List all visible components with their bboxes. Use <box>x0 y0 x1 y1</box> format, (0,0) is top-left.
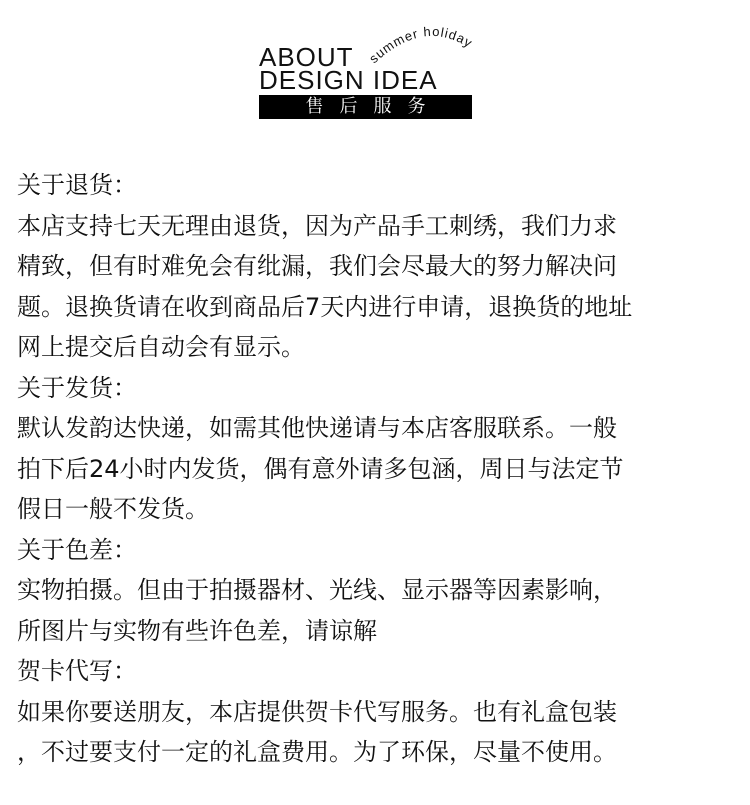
text-line: 拍下后24小时内发货，偶有意外请多包涵，周日与法定节 <box>17 454 624 483</box>
section-heading: 关于发货： <box>17 373 137 402</box>
logo-after-sales-bar: 售后服务 <box>259 95 472 119</box>
section-shipping <box>17 368 733 530</box>
section-heading: 贺卡代写： <box>17 657 137 685</box>
policy-text <box>17 165 733 773</box>
text-line: 假日一般不发货。 <box>17 495 209 523</box>
text-line: 网上提交后自动会有显示。 <box>17 333 305 361</box>
section-heading: 关于退货： <box>17 171 137 199</box>
section-greeting-card <box>17 651 733 773</box>
text-line: 题。退换货请在收到商品后7天内进行申请，退换货的地址 <box>17 292 633 321</box>
section-heading: 关于色差： <box>17 535 137 564</box>
text-line: 所图片与实物有些许色差，请谅解 <box>17 616 377 645</box>
logo-arc-label: summer holiday <box>366 23 476 67</box>
svg-text:summer holiday <box>366 24 476 66</box>
logo-line-about: ABOUT <box>259 42 354 72</box>
logo-line-design-idea: DESIGN IDEA <box>259 65 438 95</box>
text-line: 默认发韵达快递，如需其他快递请与本店客服联系。一般 <box>17 414 617 442</box>
text-line: 本店支持七天无理由退货，因为产品手工刺绣，我们力求 <box>17 211 617 240</box>
brand-logo <box>256 20 486 125</box>
text-line: 如果你要送朋友，本店提供贺卡代写服务。也有礼盒包装 <box>17 697 617 726</box>
section-color-difference <box>17 530 733 652</box>
text-line: 实物拍摄。但由于拍摄器材、光线、显示器等因素影响， <box>17 576 617 604</box>
text-line: ，不过要支付一定的礼盒费用。为了环保，尽量不使用。 <box>17 738 617 766</box>
section-returns <box>17 165 733 368</box>
text-line: 精致，但有时难免会有纰漏，我们会尽最大的努力解决问 <box>17 252 617 280</box>
